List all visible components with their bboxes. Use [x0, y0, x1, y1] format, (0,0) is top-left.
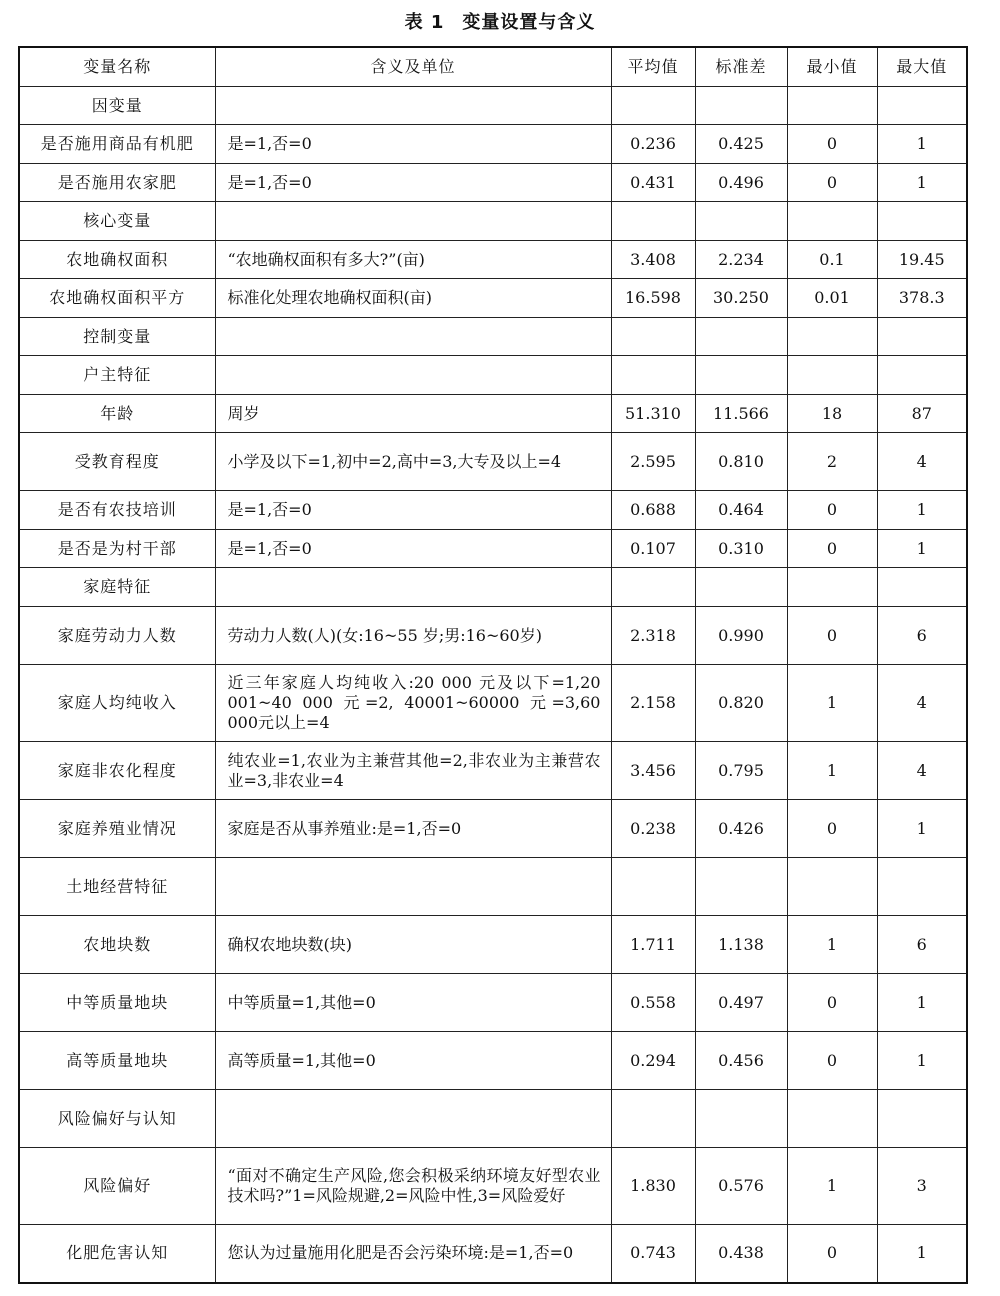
table-row: [19, 1090, 967, 1148]
description-cell: [215, 356, 611, 395]
variable-name-cell: 化肥危害认知: [19, 1225, 215, 1283]
max-cell: 378.3: [877, 279, 967, 318]
description-cell: 近三年家庭人均纯收入:20 000 元及以下=1,20 001~40 000 元=2, 40001~60000 元=3,60 000元以上=4: [215, 665, 611, 742]
table-row: [19, 1148, 967, 1225]
sd-cell: 2.234: [695, 241, 787, 279]
description-cell: [215, 858, 611, 916]
max-cell: [877, 1090, 967, 1148]
mean-cell: 0.688: [611, 491, 695, 530]
mean-cell: [611, 318, 695, 356]
table-row: [19, 125, 967, 164]
min-cell: 1: [787, 1148, 877, 1225]
sd-cell: [695, 568, 787, 607]
description-cell: 您认为过量施用化肥是否会污染环境:是=1,否=0: [215, 1225, 611, 1283]
table-row: [19, 1225, 967, 1283]
mean-cell: 1.830: [611, 1148, 695, 1225]
mean-cell: 3.408: [611, 241, 695, 279]
table-title: 变量设置与含义: [462, 12, 596, 33]
min-cell: 0: [787, 491, 877, 530]
max-cell: 87: [877, 395, 967, 433]
min-cell: 0: [787, 974, 877, 1032]
variable-name-cell: 是否是为村干部: [19, 530, 215, 568]
max-cell: [877, 202, 967, 241]
mean-cell: [611, 356, 695, 395]
sd-cell: 0.425: [695, 125, 787, 164]
variable-name-cell: 是否施用商品有机肥: [19, 125, 215, 164]
table-number: 表 1: [404, 12, 445, 33]
sd-cell: 30.250: [695, 279, 787, 318]
sd-cell: [695, 202, 787, 241]
min-cell: 0.01: [787, 279, 877, 318]
variable-name-cell: 家庭养殖业情况: [19, 800, 215, 858]
max-cell: 1: [877, 491, 967, 530]
sd-cell: [695, 1090, 787, 1148]
sd-cell: [695, 87, 787, 125]
sd-cell: 11.566: [695, 395, 787, 433]
max-cell: 19.45: [877, 241, 967, 279]
max-cell: 4: [877, 665, 967, 742]
max-cell: 1: [877, 1032, 967, 1090]
description-cell: “农地确权面积有多大?”(亩): [215, 241, 611, 279]
min-cell: 1: [787, 916, 877, 974]
variable-name-cell: 是否有农技培训: [19, 491, 215, 530]
sd-cell: 0.810: [695, 433, 787, 491]
description-cell: “面对不确定生产风险,您会积极采纳环境友好型农业技术吗?”1=风险规避,2=风险中性,3=风险爱好: [215, 1148, 611, 1225]
table-row: [19, 607, 967, 665]
max-cell: 1: [877, 800, 967, 858]
max-cell: [877, 858, 967, 916]
variable-name-cell: 家庭劳动力人数: [19, 607, 215, 665]
min-cell: 1: [787, 742, 877, 800]
sd-cell: [695, 356, 787, 395]
max-cell: 1: [877, 1225, 967, 1283]
description-cell: 是=1,否=0: [215, 491, 611, 530]
sd-cell: [695, 858, 787, 916]
min-cell: [787, 87, 877, 125]
table-row: [19, 530, 967, 568]
description-cell: 纯农业=1,农业为主兼营其他=2,非农业为主兼营农业=3,非农业=4: [215, 742, 611, 800]
description-cell: 家庭是否从事养殖业:是=1,否=0: [215, 800, 611, 858]
column-header-name: 变量名称: [19, 47, 215, 87]
table-row: [19, 800, 967, 858]
max-cell: 6: [877, 916, 967, 974]
table-row: [19, 202, 967, 241]
column-header-mean: 平均值: [611, 47, 695, 87]
variable-table: [18, 46, 968, 1284]
min-cell: 0: [787, 125, 877, 164]
min-cell: 0: [787, 1225, 877, 1283]
header-row: [19, 47, 967, 87]
table-row: [19, 1032, 967, 1090]
mean-cell: 0.558: [611, 974, 695, 1032]
table-row: [19, 241, 967, 279]
max-cell: [877, 356, 967, 395]
description-cell: 是=1,否=0: [215, 530, 611, 568]
variable-name-cell: 家庭非农化程度: [19, 742, 215, 800]
max-cell: 3: [877, 1148, 967, 1225]
description-cell: 高等质量=1,其他=0: [215, 1032, 611, 1090]
min-cell: 0: [787, 1032, 877, 1090]
variable-name-cell: 因变量: [19, 87, 215, 125]
table-row: [19, 87, 967, 125]
mean-cell: 1.711: [611, 916, 695, 974]
min-cell: 0: [787, 164, 877, 202]
sd-cell: [695, 318, 787, 356]
description-cell: [215, 568, 611, 607]
variable-name-cell: 高等质量地块: [19, 1032, 215, 1090]
description-cell: 周岁: [215, 395, 611, 433]
min-cell: 0: [787, 607, 877, 665]
column-header-min: 最小值: [787, 47, 877, 87]
min-cell: 0: [787, 530, 877, 568]
table-row: [19, 974, 967, 1032]
table-row: [19, 858, 967, 916]
sd-cell: 1.138: [695, 916, 787, 974]
min-cell: [787, 202, 877, 241]
table-row: [19, 318, 967, 356]
table-row: [19, 433, 967, 491]
sd-cell: 0.820: [695, 665, 787, 742]
description-cell: [215, 1090, 611, 1148]
table-row: [19, 568, 967, 607]
table-row: [19, 665, 967, 742]
variable-name-cell: 风险偏好与认知: [19, 1090, 215, 1148]
mean-cell: [611, 1090, 695, 1148]
variable-name-cell: 是否施用农家肥: [19, 164, 215, 202]
max-cell: 1: [877, 164, 967, 202]
sd-cell: 0.464: [695, 491, 787, 530]
mean-cell: 0.294: [611, 1032, 695, 1090]
variable-name-cell: 家庭特征: [19, 568, 215, 607]
mean-cell: 0.238: [611, 800, 695, 858]
min-cell: [787, 318, 877, 356]
mean-cell: 0.107: [611, 530, 695, 568]
mean-cell: 2.595: [611, 433, 695, 491]
variable-name-cell: 控制变量: [19, 318, 215, 356]
max-cell: 4: [877, 433, 967, 491]
max-cell: 1: [877, 125, 967, 164]
min-cell: 1: [787, 665, 877, 742]
mean-cell: 16.598: [611, 279, 695, 318]
sd-cell: 0.438: [695, 1225, 787, 1283]
description-cell: 中等质量=1,其他=0: [215, 974, 611, 1032]
table-row: [19, 916, 967, 974]
description-cell: 小学及以下=1,初中=2,高中=3,大专及以上=4: [215, 433, 611, 491]
table-row: [19, 356, 967, 395]
variable-name-cell: 农地块数: [19, 916, 215, 974]
variable-name-cell: 中等质量地块: [19, 974, 215, 1032]
mean-cell: 0.431: [611, 164, 695, 202]
table-caption: [0, 8, 1000, 34]
sd-cell: 0.456: [695, 1032, 787, 1090]
mean-cell: 2.318: [611, 607, 695, 665]
min-cell: 18: [787, 395, 877, 433]
variable-name-cell: 核心变量: [19, 202, 215, 241]
sd-cell: 0.426: [695, 800, 787, 858]
max-cell: [877, 568, 967, 607]
description-cell: 劳动力人数(人)(女:16~55 岁;男:16~60岁): [215, 607, 611, 665]
min-cell: 0.1: [787, 241, 877, 279]
variable-name-cell: 风险偏好: [19, 1148, 215, 1225]
sd-cell: 0.576: [695, 1148, 787, 1225]
max-cell: [877, 87, 967, 125]
min-cell: [787, 858, 877, 916]
description-cell: 标准化处理农地确权面积(亩): [215, 279, 611, 318]
min-cell: [787, 568, 877, 607]
description-cell: [215, 318, 611, 356]
mean-cell: [611, 202, 695, 241]
mean-cell: 2.158: [611, 665, 695, 742]
sd-cell: 0.497: [695, 974, 787, 1032]
min-cell: 0: [787, 800, 877, 858]
table-row: [19, 491, 967, 530]
variable-name-cell: 农地确权面积: [19, 241, 215, 279]
max-cell: 1: [877, 974, 967, 1032]
variable-name-cell: 农地确权面积平方: [19, 279, 215, 318]
column-header-max: 最大值: [877, 47, 967, 87]
description-cell: [215, 87, 611, 125]
sd-cell: 0.496: [695, 164, 787, 202]
max-cell: 6: [877, 607, 967, 665]
max-cell: [877, 318, 967, 356]
column-header-sd: 标准差: [695, 47, 787, 87]
min-cell: [787, 1090, 877, 1148]
description-cell: [215, 202, 611, 241]
max-cell: 1: [877, 530, 967, 568]
variable-name-cell: 户主特征: [19, 356, 215, 395]
sd-cell: 0.795: [695, 742, 787, 800]
variable-name-cell: 年龄: [19, 395, 215, 433]
mean-cell: 0.743: [611, 1225, 695, 1283]
table-row: [19, 742, 967, 800]
table-body: [19, 87, 967, 1283]
variable-name-cell: 家庭人均纯收入: [19, 665, 215, 742]
sd-cell: 0.990: [695, 607, 787, 665]
table-row: [19, 395, 967, 433]
min-cell: 2: [787, 433, 877, 491]
variable-name-cell: 土地经营特征: [19, 858, 215, 916]
table-row: [19, 279, 967, 318]
mean-cell: [611, 87, 695, 125]
variable-name-cell: 受教育程度: [19, 433, 215, 491]
mean-cell: [611, 858, 695, 916]
description-cell: 是=1,否=0: [215, 164, 611, 202]
description-cell: 是=1,否=0: [215, 125, 611, 164]
description-cell: 确权农地块数(块): [215, 916, 611, 974]
sd-cell: 0.310: [695, 530, 787, 568]
table-row: [19, 164, 967, 202]
mean-cell: 0.236: [611, 125, 695, 164]
mean-cell: 51.310: [611, 395, 695, 433]
mean-cell: 3.456: [611, 742, 695, 800]
column-header-description: 含义及单位: [215, 47, 611, 87]
min-cell: [787, 356, 877, 395]
mean-cell: [611, 568, 695, 607]
max-cell: 4: [877, 742, 967, 800]
